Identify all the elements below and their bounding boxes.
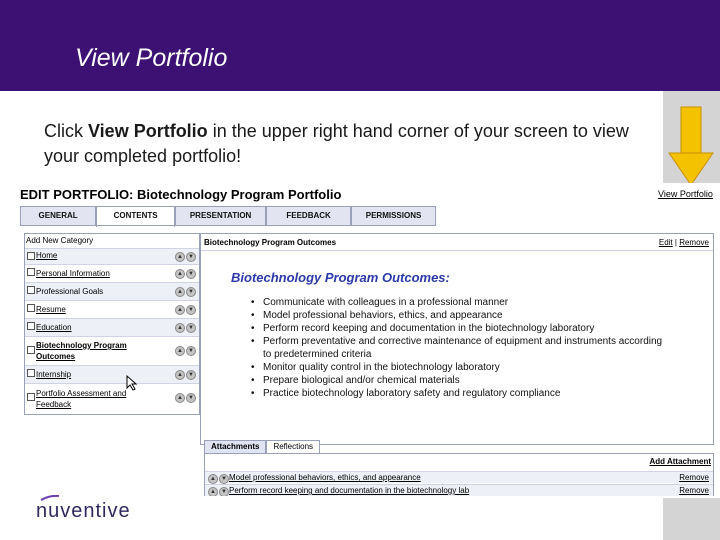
move-up-icon[interactable]: ▲ xyxy=(208,474,218,484)
attachment-link[interactable]: Perform record keeping and documentation in the biotechnology lab xyxy=(229,486,470,495)
content-panel-header xyxy=(201,234,713,251)
move-up-icon[interactable]: ▲ xyxy=(208,487,218,496)
category-sidebar xyxy=(24,233,200,415)
move-up-icon[interactable]: ▲ xyxy=(175,370,185,380)
attachment-row xyxy=(205,471,713,483)
sidebar-item-resume[interactable]: Resume ▲ ▼ xyxy=(25,300,199,318)
expand-icon[interactable] xyxy=(27,369,35,377)
move-down-icon[interactable]: ▼ xyxy=(186,305,196,315)
remove-attachment-link[interactable]: Remove xyxy=(679,473,709,482)
instruction-text xyxy=(44,119,644,169)
reorder-arrows xyxy=(174,268,196,279)
add-attachment-link[interactable]: Add Attachment xyxy=(649,457,711,466)
move-down-icon[interactable]: ▼ xyxy=(186,393,196,403)
reorder-arrows xyxy=(174,345,196,356)
expand-icon[interactable] xyxy=(27,346,35,354)
category-list xyxy=(25,248,199,414)
move-down-icon[interactable]: ▼ xyxy=(186,269,196,279)
content-panel-title: Biotechnology Program Outcomes xyxy=(204,238,337,247)
edit-portfolio-title: EDIT PORTFOLIO: Biotechnology Program Portfolio xyxy=(20,187,342,202)
reorder-arrows xyxy=(174,286,196,297)
move-up-icon[interactable]: ▲ xyxy=(175,393,185,403)
list-item: • Prepare biological and/or chemical materials xyxy=(249,374,669,387)
move-down-icon[interactable]: ▼ xyxy=(186,287,196,297)
reorder-arrows xyxy=(174,369,196,380)
add-category-link[interactable]: Add New Category xyxy=(26,236,94,245)
slide-banner xyxy=(0,0,720,91)
move-down-icon[interactable]: ▼ xyxy=(186,323,196,333)
down-arrow-icon xyxy=(668,105,714,187)
sidebar-item-home[interactable]: Home ▲ ▼ xyxy=(25,248,199,264)
reorder-arrows xyxy=(207,486,229,496)
separator: | xyxy=(674,238,677,247)
expand-icon[interactable] xyxy=(27,252,35,260)
tab-feedback[interactable]: FEEDBACK xyxy=(266,206,351,225)
list-item: • Perform preventative and corrective maintenance of equipment and instruments according to predetermined criteria xyxy=(249,335,669,361)
move-down-icon[interactable]: ▼ xyxy=(186,370,196,380)
expand-icon[interactable] xyxy=(27,393,35,401)
tab-contents[interactable]: CONTENTS xyxy=(96,206,175,227)
app-screenshot xyxy=(16,183,720,496)
reorder-arrows xyxy=(174,251,196,262)
move-up-icon[interactable]: ▲ xyxy=(175,269,185,279)
reorder-arrows xyxy=(174,322,196,333)
move-down-icon[interactable]: ▼ xyxy=(186,346,196,356)
list-item: • Perform record keeping and documentation in the biotechnology laboratory xyxy=(249,322,669,335)
company-logo: nuventive xyxy=(36,500,131,522)
mouse-cursor-icon xyxy=(126,375,138,391)
move-down-icon[interactable]: ▼ xyxy=(219,487,229,496)
portfolio-tabs xyxy=(20,206,436,226)
tab-permissions[interactable]: PERMISSIONS xyxy=(351,206,436,225)
expand-icon[interactable] xyxy=(27,268,35,276)
sidebar-item-personal-information[interactable]: Personal Information ▲ ▼ xyxy=(25,264,199,282)
attachment-link[interactable]: Model professional behaviors, ethics, and appearance xyxy=(229,473,421,482)
sidebar-item-education[interactable]: Education ▲ ▼ xyxy=(25,318,199,336)
reorder-arrows xyxy=(174,392,196,403)
tab-attachments[interactable]: Attachments xyxy=(204,440,266,453)
attachment-tabs xyxy=(204,440,320,453)
instruction-pre: Click xyxy=(44,121,88,141)
sidebar-item-professional-goals[interactable]: Professional Goals ▲ ▼ xyxy=(25,282,199,300)
move-up-icon[interactable]: ▲ xyxy=(175,252,185,262)
expand-icon[interactable] xyxy=(27,304,35,312)
reorder-arrows xyxy=(207,473,229,484)
content-panel xyxy=(200,233,714,445)
expand-icon[interactable] xyxy=(27,286,35,294)
remove-link[interactable]: Remove xyxy=(679,238,709,247)
list-item: • Practice biotechnology laboratory safety and regulatory compliance xyxy=(249,387,669,400)
tab-reflections[interactable]: Reflections xyxy=(266,440,320,453)
expand-icon[interactable] xyxy=(27,322,35,330)
move-up-icon[interactable]: ▲ xyxy=(175,287,185,297)
decor-bar-bottom xyxy=(663,498,720,540)
tab-general[interactable]: GENERAL xyxy=(20,206,96,225)
edit-link[interactable]: Edit xyxy=(658,238,673,247)
tab-divider xyxy=(20,225,436,226)
sidebar-item-internship[interactable]: Internship ▲ ▼ xyxy=(25,365,199,383)
attachment-row xyxy=(205,484,713,496)
list-item: • Communicate with colleagues in a professional manner xyxy=(249,296,669,309)
list-item: • Monitor quality control in the biotechnology laboratory xyxy=(249,361,669,374)
attachments-panel xyxy=(204,453,714,496)
instruction-post: in the upper right hand corner of your screen to view your completed portfolio! xyxy=(44,121,629,166)
reorder-arrows xyxy=(174,304,196,315)
instruction-bold: View Portfolio xyxy=(88,121,208,141)
move-up-icon[interactable]: ▲ xyxy=(175,305,185,315)
remove-attachment-link[interactable]: Remove xyxy=(679,486,709,495)
slide-title: View Portfolio xyxy=(75,44,228,72)
move-down-icon[interactable]: ▼ xyxy=(219,474,229,484)
content-panel-actions xyxy=(659,238,709,247)
sidebar-item-biotechnology-program-outcomes[interactable]: Biotechnology Program Outcomes ▲ ▼ xyxy=(25,336,199,365)
tab-presentation[interactable]: PRESENTATION xyxy=(175,206,266,225)
list-item: • Model professional behaviors, ethics, and appearance xyxy=(249,309,669,322)
sidebar-item-portfolio-assessment[interactable]: Portfolio Assessment and Feedback ▲ ▼ xyxy=(25,383,199,414)
outcomes-list xyxy=(249,296,669,400)
view-portfolio-link[interactable]: View Portfolio xyxy=(658,189,713,199)
move-down-icon[interactable]: ▼ xyxy=(186,252,196,262)
outcomes-heading: Biotechnology Program Outcomes: xyxy=(231,270,450,285)
move-up-icon[interactable]: ▲ xyxy=(175,346,185,356)
move-up-icon[interactable]: ▲ xyxy=(175,323,185,333)
